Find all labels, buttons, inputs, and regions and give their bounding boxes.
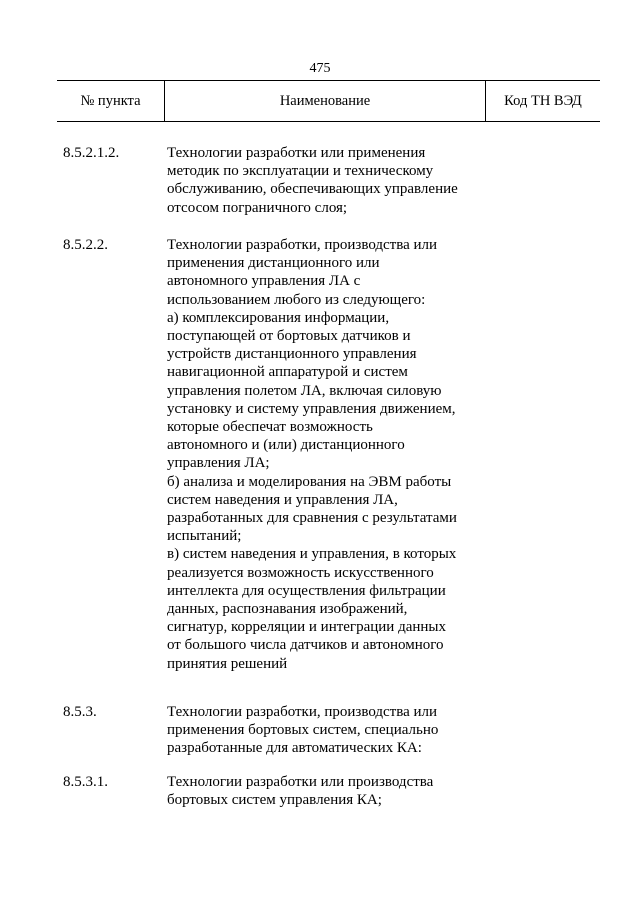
entry-line: а) комплексирования информации, [167,309,390,326]
entry-line: разработанные для автоматических КА: [167,740,422,757]
entry-line: разработанных для сравнения с результатами [167,510,457,527]
entry-line: реализуется возможность искусственного [167,564,434,581]
entry-line: Технологии разработки, производства или [167,237,438,253]
entry-line: данных, распознавания изображений, [167,601,408,618]
entry-line: которые обеспечат возможность [167,419,373,436]
page-number: 475 [309,61,331,76]
entry-line: применения бортовых систем, специально [167,722,439,739]
entry-line: устройств дистанционного управления [167,346,417,363]
entry-line: Технологии разработки, производства или [167,704,438,720]
entry-line: поступающей от бортовых датчиков и [167,328,411,345]
entry-line: Технологии разработки или производства [167,774,434,790]
entry-line: Технологии разработки или применения [167,145,426,161]
entry-line: использованием любого из следующего: [167,291,426,308]
entry-line: в) систем наведения и управления, в которых [167,546,457,563]
entry-line: обслуживанию, обеспечивающих управление [167,181,458,198]
header-name: Наименование [165,81,486,121]
entry-line: интеллекта для осуществления фильтрации [167,582,446,599]
header-code: Код ТН ВЭД [504,93,582,109]
entry-line: б) анализа и моделирования на ЭВМ работы [167,473,452,490]
entry-description [167,236,497,673]
entry-description [167,773,497,809]
entry-line: применения дистанционного или [167,255,380,272]
entry-line: сигнатур, корреляции и интеграции данных [167,619,447,636]
entry-line: систем наведения и управления ЛА, [167,491,398,508]
entry-number: 8.5.2.2. [63,237,108,253]
table-header [57,80,600,122]
entry-description [167,703,497,758]
entry-line: управления ЛА; [167,455,270,472]
entry-line: от большого числа датчиков и автономного [167,637,444,654]
entry-line: управления полетом ЛА, включая силовую [167,382,442,399]
entry-number: 8.5.3.1. [63,774,108,790]
entry-line: методик по эксплуатации и техническому [167,163,434,180]
entry-number: 8.5.2.1.2. [63,145,120,161]
entry-line: бортовых систем управления КА; [167,792,382,809]
entry-description [167,144,497,217]
entry-line: принятия решений [167,655,288,672]
entry-number: 8.5.3. [63,704,97,720]
entry-line: навигационной аппаратурой и систем [167,364,408,381]
entry-line: отсосом пограничного слоя; [167,199,348,216]
entry-line: установку и систему управления движением, [167,400,456,417]
header-item-number: № пункта [57,81,165,121]
entry-line: автономного и (или) дистанционного [167,437,405,454]
entry-line: испытаний; [167,528,242,545]
entry-line: автономного управления ЛА с [167,273,361,290]
